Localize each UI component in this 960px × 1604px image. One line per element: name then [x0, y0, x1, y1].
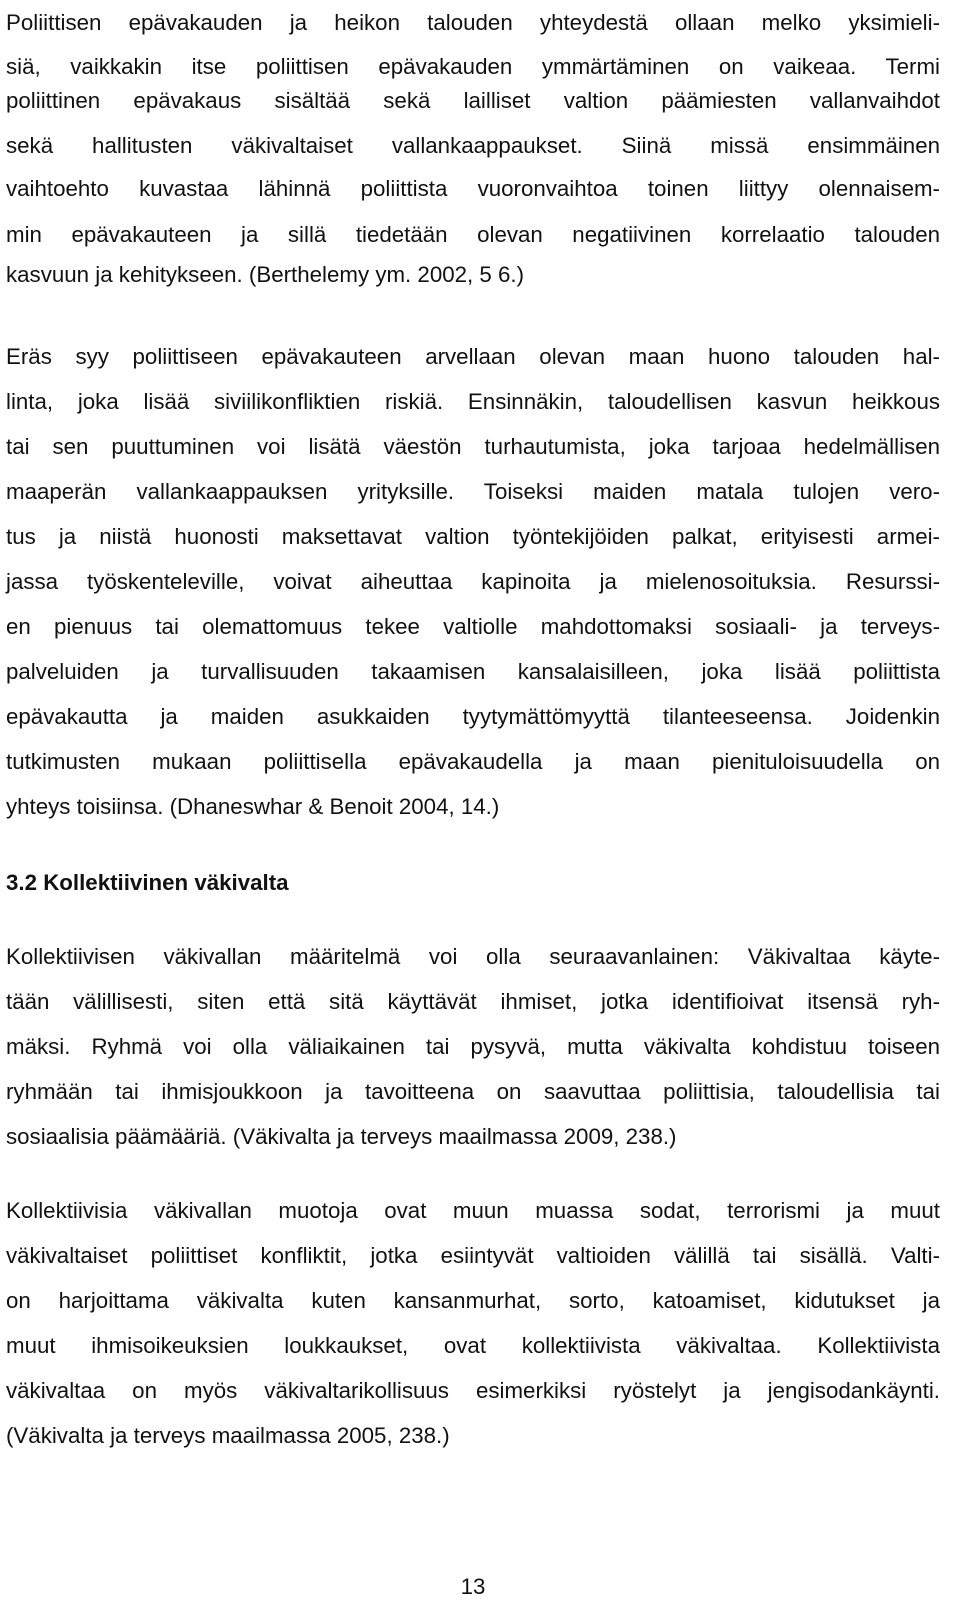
text-line: sosiaalisia päämääriä. (Väkivalta ja terveys maailmassa 2009, 238.): [6, 1124, 677, 1149]
text-line: kasvuun ja kehitykseen. (Berthelemy ym. 2002, 5 6.): [6, 262, 525, 287]
page-number: 13: [460, 1574, 486, 1599]
text-line: epävakautta ja maiden asukkaiden tyytymättömyyttä tilanteeseensa. Joidenkin: [6, 704, 940, 729]
text-line: Poliittisen epävakauden ja heikon talouden yhteydestä ollaan melko yksimieli-: [6, 10, 940, 35]
text-line: tus ja niistä huonosti maksettavat valtion työntekijöiden palkat, erityisesti armei-: [6, 524, 940, 549]
text-line: siä, vaikkakin itse poliittisen epävakauden ymmärtäminen on vaikeaa. Termi: [6, 54, 940, 79]
text-line: palveluiden ja turvallisuuden takaamisen kansalaisilleen, joka lisää poliittista: [6, 659, 940, 684]
text-line: ryhmään tai ihmisjoukkoon ja tavoitteena on saavuttaa poliittisia, taloudellisia tai: [6, 1079, 940, 1104]
text-line: väkivaltaa on myös väkivaltarikollisuus esimerkiksi ryöstelyt ja jengisodankäynti.: [6, 1378, 940, 1403]
text-line: mäksi. Ryhmä voi olla väliaikainen tai pysyvä, mutta väkivalta kohdistuu toiseen: [6, 1034, 940, 1059]
text-line: linta, joka lisää siviilikonfliktien riskiä. Ensinnäkin, taloudellisen kasvun heikkous: [6, 389, 940, 414]
text-line: (Väkivalta ja terveys maailmassa 2005, 238.): [6, 1423, 450, 1448]
text-line: jassa työskenteleville, voivat aiheuttaa kapinoita ja mielenosoituksia. Resurssi-: [6, 569, 940, 594]
text-line: Kollektiivisen väkivallan määritelmä voi olla seuraavanlainen: Väkivaltaa käyte-: [6, 944, 940, 969]
text-line: en pienuus tai olemattomuus tekee valtiolle mahdottomaksi sosiaali- ja terveys-: [6, 614, 940, 639]
text-line: poliittinen epävakaus sisältää sekä lailliset valtion päämiesten vallanvaihdot: [6, 88, 940, 113]
text-line: Kollektiivisia väkivallan muotoja ovat muun muassa sodat, terrorismi ja muut: [6, 1198, 940, 1223]
text-line: min epävakauteen ja sillä tiedetään olevan negatiivinen korrelaatio talouden: [6, 222, 940, 247]
text-line: vaihtoehto kuvastaa lähinnä poliittista vuoronvaihtoa toinen liittyy olennaisem-: [6, 176, 940, 201]
text-line: väkivaltaiset poliittiset konfliktit, jotka esiintyvät valtioiden välillä tai sisällä. Valti-: [6, 1243, 940, 1268]
text-line: on harjoittama väkivalta kuten kansanmurhat, sorto, katoamiset, kidutukset ja: [6, 1288, 940, 1313]
text-line: Eräs syy poliittiseen epävakauteen arvellaan olevan maan huono talouden hal-: [6, 344, 940, 369]
document-page: [6, 0, 940, 1604]
text-line: muut ihmisoikeuksien loukkaukset, ovat kollektiivista väkivaltaa. Kollektiivista: [6, 1333, 940, 1358]
text-line: tutkimusten mukaan poliittisella epävakaudella ja maan pienituloisuudella on: [6, 749, 940, 774]
text-line: tään välillisesti, siten että sitä käyttävät ihmiset, jotka identifioivat itsensä ryh-: [6, 989, 940, 1014]
text-line: maaperän vallankaappauksen yrityksille. Toiseksi maiden matala tulojen vero-: [6, 479, 940, 504]
text-line: tai sen puuttuminen voi lisätä väestön turhautumista, joka tarjoaa hedelmällisen: [6, 434, 940, 459]
text-line: yhteys toisiinsa. (Dhaneswhar & Benoit 2004, 14.): [6, 794, 500, 819]
section-heading: 3.2 Kollektiivinen väkivalta: [6, 870, 289, 895]
text-line: sekä hallitusten väkivaltaiset vallankaappaukset. Siinä missä ensimmäinen: [6, 133, 940, 158]
